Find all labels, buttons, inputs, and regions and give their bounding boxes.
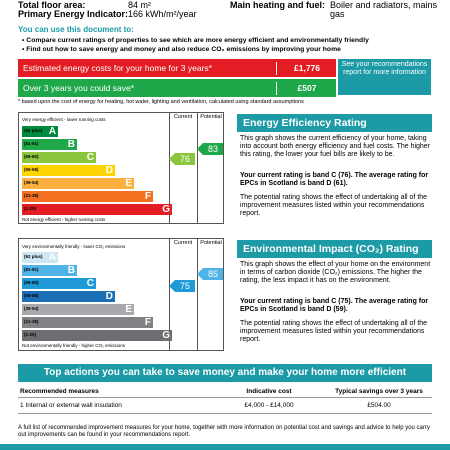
table-row [18,398,432,414]
actions-footer: A full list of recommended improvement measures for your home, together with more information on potential cost and savings and advice to help you carry out improvements can be found in your recommendations report. [18,425,430,438]
eer-band-letter: A [48,126,56,137]
eir-current-header: Current [173,240,193,246]
cost-col-header: Indicative cost [212,386,326,398]
eer-band-letter: B [67,139,75,150]
eer-potential-arrow: 83 [203,143,223,155]
eer-top-caption: Very energy efficient - lower running costs [22,117,106,122]
eer-band-g [22,204,172,215]
eir-band-range: (92 plus) [24,254,43,259]
eir-band-range: (21-38) [24,319,39,324]
eir-band-e [22,304,134,315]
eer-potential-column [197,113,226,223]
measure-cell: 1 Internal or external wall insulation [18,398,212,414]
eir-paragraph-1: This graph shows the effect of your home on the environment in terms of carbon dioxide (CO₂) emissions. The higher the rating, the less impact it has on the environment. [240,261,431,284]
eer-current-column [169,113,198,223]
eir-band-c [22,278,96,289]
heating-value-line1: Boiler and radiators, mains [330,0,438,10]
eer-bottom-caption: Not energy efficient - higher running costs [22,217,106,222]
eir-band-letter: G [162,330,170,341]
eer-band-d [22,165,115,176]
usage-title: You can use this document to: [18,25,134,34]
usage-bullet-1-text: Compare current ratings of properties to see which are more energy efficient and environmentally friendly [26,37,369,44]
eer-paragraph-1: This graph shows the current efficiency of your home, taking into account both energy efficiency and fuel costs. The higher this rating, the lower your fuel bills are likely to be. [240,135,431,158]
eir-band-d [22,291,115,302]
eir-current-arrow: 75 [175,280,195,292]
cost-row-savings-label: Over 3 years you could save* [23,83,135,93]
eer-band-f [22,191,153,202]
eer-paragraph-3: The potential rating shows the effect of undertaking all of the improvement measures listed within your recommendations report. [240,194,428,217]
environmental-impact-title: Environmental Impact (CO₂) Rating [237,240,432,258]
measures-header-row [18,386,432,398]
eir-band-range: (39-54) [24,306,39,311]
cost-row-estimated-value: £1,776 [276,62,337,75]
cost-row-estimated [18,59,336,77]
eir-band-range: (1-20) [24,332,37,337]
eir-bottom-caption: Not environmentally friendly - higher CO₂ emissions [22,343,126,348]
eer-band-range: (69-80) [24,154,39,159]
saving-cell: £504.00 [326,398,432,414]
eer-band-a [22,126,58,137]
eer-band-e [22,178,134,189]
eir-top-caption: Very environmentally friendly - lower CO₂ emissions [22,244,126,249]
eer-band-b [22,139,77,150]
eir-potential-arrow: 85 [203,268,223,280]
eir-band-letter: F [144,317,151,328]
bottom-bar [0,444,450,450]
eir-band-range: (55-68) [24,293,39,298]
eir-paragraph-3: The potential rating shows the effect of undertaking all of the improvement measures listed within your recommendations report. [240,320,428,343]
cost-cell: £4,000 - £14,000 [212,398,326,414]
eer-current-header: Current [173,114,193,120]
eir-band-range: (81-91) [24,267,39,272]
cost-footnote: * based upon the cost of energy for heating, hot water, lighting and ventilation, calculated using standard assumptions [18,99,304,105]
eer-band-letter: F [144,191,151,202]
eir-band-letter: E [125,304,132,315]
eir-potential-column [197,239,226,350]
eir-current-column [169,239,198,350]
eer-band-range: (1-20) [24,206,37,211]
cost-row-estimated-label: Estimated energy costs for your home for 3 years* [23,63,212,73]
floor-area-value: 84 m² [128,0,152,10]
eir-band-letter: D [105,291,113,302]
eer-paragraph-2: Your current rating is band C (76). The average rating for EPCs in Scotland is band D (61). [240,172,429,187]
usage-bullet-2-text: Find out how to save energy and money and also reduce CO₂ emissions by improving your home [26,46,341,53]
heating-value-line2: gas [330,9,345,19]
eer-band-range: (92 plus) [24,128,43,133]
eer-potential-header: Potential [200,114,222,120]
eir-potential-header: Potential [200,240,222,246]
eer-band-letter: G [162,204,170,215]
eer-band-range: (55-68) [24,167,39,172]
heating-label: Main heating and fuel: [230,0,326,10]
usage-bullet-1: • Compare current ratings of properties to see which are more energy efficient and environmentally friendly [22,37,369,44]
primary-energy-value: 166 kWh/m²/year [128,9,197,19]
eir-paragraph-2: Your current rating is band C (75). The average rating for EPCs in Scotland is band D (59). [240,298,429,313]
measures-col-header: Recommended measures [18,386,212,398]
eir-band-range: (69-80) [24,280,39,285]
cost-row-savings-value: £507 [276,82,337,95]
eer-band-range: (81-91) [24,141,39,146]
eer-band-range: (39-54) [24,180,39,185]
primary-energy-label: Primary Energy Indicator: [18,9,129,19]
eer-band-letter: C [86,152,94,163]
eer-band-letter: D [105,165,113,176]
eir-band-b [22,265,77,276]
top-actions-title: Top actions you can take to save money and make your home more efficient [18,364,432,382]
floor-area-label: Total floor area: [18,0,86,10]
energy-efficiency-chart [18,112,224,224]
cost-row-savings [18,79,336,97]
energy-efficiency-title: Energy Efficiency Rating [237,114,432,132]
see-recommendations-box: See your recommendations report for more information [338,59,431,95]
eir-band-f [22,317,153,328]
environmental-impact-chart [18,238,224,351]
eer-band-c [22,152,96,163]
eer-current-arrow: 76 [175,153,195,165]
usage-bullet-2: • Find out how to save energy and money and also reduce CO₂ emissions by improving your home [22,46,341,53]
savings-col-header: Typical savings over 3 years [326,386,432,398]
eer-band-range: (21-38) [24,193,39,198]
eir-band-a [22,252,58,263]
eir-band-letter: B [67,265,75,276]
measures-table [18,386,432,414]
eir-band-letter: A [48,252,56,263]
eer-band-letter: E [125,178,132,189]
eir-band-letter: C [86,278,94,289]
eir-band-g [22,330,172,341]
